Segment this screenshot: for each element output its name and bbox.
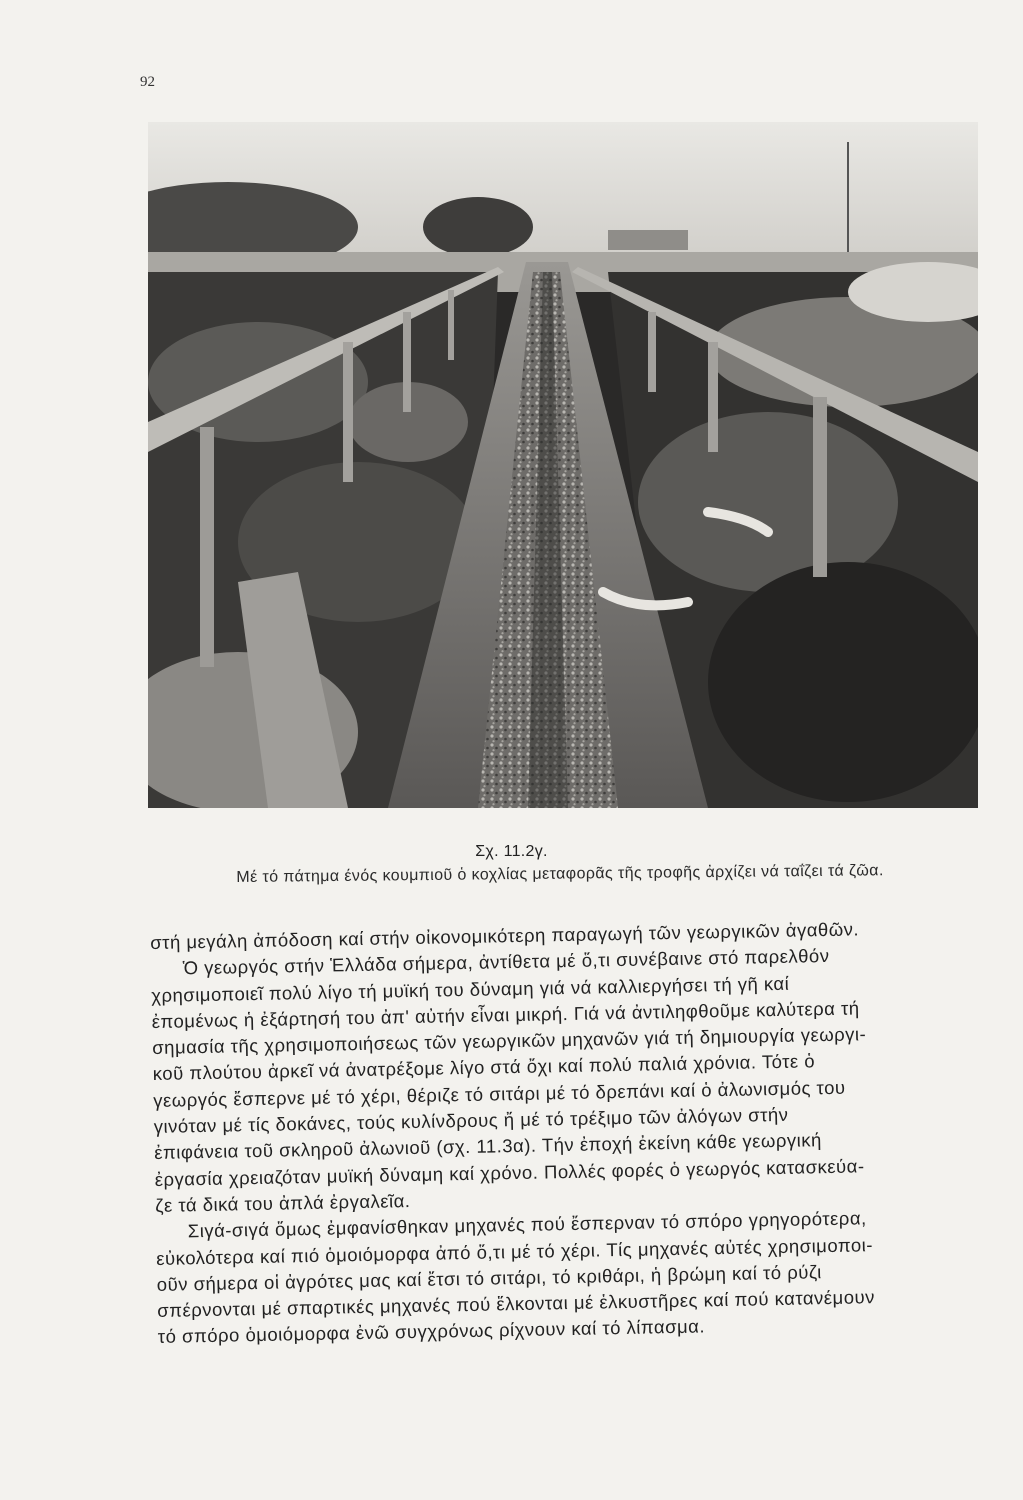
text-line: ἐπομένως ἡ ἐξάρτησή του ἀπ' αὐτήν εἶναι μικρή. Γιά νά ἀντιληφθοῦμε καλύτερα τή: [151, 997, 860, 1032]
page-number: 92: [140, 74, 155, 90]
text-line: γεωργός ἔσπερνε μέ τό χέρι, θέριζε τό σιτάρι μέ τό δρεπάνι καί ὁ ἀλωνισμός του: [153, 1076, 846, 1111]
text-line: γινόταν μέ τίς δοκάνες, τούς κυλίνδρους ἤ μέ τό τρέξιμο τῶν ἀλόγων στήν: [153, 1103, 789, 1138]
text-line: Σιγά-σιγά ὅμως ἐμφανίσθηκαν μηχανές πού ἔσπερναν τό σπόρο γρηγορότερα,: [187, 1207, 867, 1242]
text-line: οῦν σήμερα οἱ ἀγρότες μας καί ἔτσι τό σιτάρι, τό κριθάρι, ἡ βρώμη καί τό ρύζι: [156, 1261, 822, 1295]
text-line: ζε τά δικά του ἀπλά ἐργαλεῖα.: [155, 1190, 411, 1216]
text-line: χρησιμοποιεῖ πολύ λίγο τή μυϊκή του δύναμη γιά νά καλλιεργήσει τή γῆ καί: [151, 972, 790, 1006]
text-line: στή μεγάλη ἀπόδοση καί στήν οἰκονομικότερη παραγωγή τῶν γεωργικῶν ἀγαθῶν.: [150, 918, 860, 953]
text-line: εὐκολότερα καί πιό ὁμοιόμορφα ἀπό ὅ,τι μέ τό χέρι. Τίς μηχανές αὐτές χρησιμοποι-: [156, 1233, 874, 1269]
text-line: σπέρνονται μέ σπαρτικές μηχανές πού ἕλκονται μέ ἑλκυστῆρες καί πού κατανέμουν: [157, 1286, 876, 1322]
text-line: τό σπόρο ὁμοιόμορφα ἐνῶ συγχρόνως ρίχνουν καί τό λίπασμα.: [157, 1315, 706, 1348]
text-line: Ὁ γεωργός στήν Ἑλλάδα σήμερα, ἀντίθετα μέ ὅ,τι συνέβαινε στό παρελθόν: [182, 945, 830, 979]
text-line: κοῦ πλούτου ἀρκεῖ νά ἀνατρέξομε λίγο στά ὄχι καί πολύ παλιά χρόνια. Τότε ὁ: [152, 1050, 816, 1085]
text-line: ἐργασία χρειαζόταν μυϊκή δύναμη καί χρόνο. Πολλές φορές ὁ γεωργός κατασκεύα-: [154, 1155, 865, 1190]
cattle-feeding-photo: [148, 122, 978, 808]
text-line: σημασία τῆς χρησιμοποιήσεως τῶν γεωργικῶν μηχανῶν γιά τή δημιουργία γεωργι-: [152, 1023, 867, 1059]
figure-label: Σχ. 11.2γ.: [475, 843, 548, 860]
text-line: ἐπιφάνεια τοῦ σκληροῦ ἀλωνιοῦ (σχ. 11.3α). Τήν ἐποχή ἐκείνη κάθε γεωργική: [154, 1129, 822, 1164]
figure-caption: Μέ τό πάτημα ένός κουμπιοῦ ὁ κοχλίας μεταφορᾶς τῆς τροφῆς ἀρχίζει νά ταΐζει τά ζῶα.: [236, 862, 884, 886]
body-text: [150, 914, 994, 1351]
